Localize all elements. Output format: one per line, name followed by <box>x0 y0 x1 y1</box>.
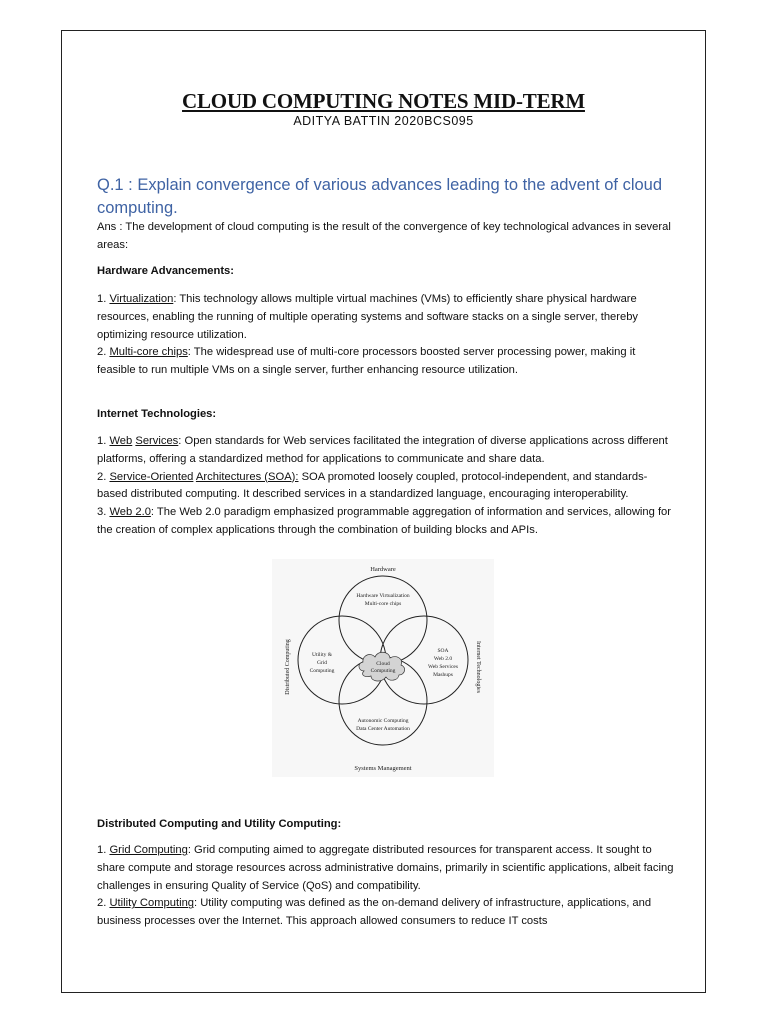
item-text: : Grid computing aimed to aggregate distributed resources for transparent access. It sought to share compute and storage resources across administrative domains, primarily in scientific applications, albeit facing challenges in ensuring Quality of Service (QoS) and compatibility. <box>97 844 674 892</box>
hardware-item-virtualization <box>97 291 675 344</box>
label-cloud: Cloud <box>376 661 390 667</box>
hardware-heading: Hardware Advancements: <box>97 265 234 277</box>
term-web20: Web 2.0 <box>109 506 151 519</box>
item-number: 2. <box>97 346 110 359</box>
distributed-list <box>97 842 675 931</box>
label-autonomic-computing: Autonomic Computing <box>357 718 409 724</box>
label-multicore-chips: Multi-core chips <box>364 601 402 607</box>
term-virtualization: Virtualization <box>109 293 174 305</box>
distributed-heading: Distributed Computing and Utility Computing: <box>97 818 342 830</box>
term-web: Web <box>109 435 133 447</box>
item-number: 1. <box>97 844 110 856</box>
item-number: 3. <box>97 506 110 519</box>
term-architectures: Architectures (SOA): <box>195 470 299 483</box>
outer-label-distributed-computing: Distributed Computing <box>285 639 291 695</box>
item-text: : Open standards for Web services facilitated the integration of diverse applications across different platforms, offering a standardized method for applications to communicate and share data. <box>97 435 668 465</box>
outer-label-hardware: Hardware <box>370 566 396 573</box>
term-utility-computing: Utility Computing <box>109 897 195 910</box>
hardware-item-multicore <box>97 344 675 380</box>
answer-text: The development of cloud computing is the result of the convergence of key technological advances in several areas: <box>97 221 671 251</box>
item-number: 1. <box>97 435 110 447</box>
label-utility-grid-3: Computing <box>309 668 335 674</box>
hardware-list <box>97 291 675 380</box>
internet-list <box>97 433 675 540</box>
label-data-center-automation: Data Center Automation <box>356 726 410 732</box>
label-utility-grid-2: Grid <box>316 660 328 666</box>
question-heading: Q.1 : Explain convergence of various advances leading to the advent of cloud computing. <box>97 176 663 217</box>
document-page <box>61 30 706 993</box>
item-text: : The widespread use of multi-core processors boosted server processing power, making it feasible to run multiple VMs on a single server, further enhancing resource utilization. <box>97 346 636 377</box>
term-services: Services <box>135 435 179 447</box>
label-web-services: Web Services <box>428 664 458 670</box>
internet-item-web-services <box>97 433 675 469</box>
author-line: ADITYA BATTIN 2020BCS095 <box>293 114 474 128</box>
label-mashups: Mashups <box>433 672 453 678</box>
item-text: SOA promoted loosely coupled, protocol-independent, and standards-based distributed computing. It described services in a standardized language, encouraging interoperability. <box>97 470 648 501</box>
outer-label-internet-technologies: Internet Technologies <box>475 641 481 693</box>
cloud-convergence-venn-diagram <box>272 559 494 777</box>
label-web20: Web 2.0 <box>433 656 453 662</box>
distributed-item-grid <box>97 842 675 895</box>
label-computing: Computing <box>370 668 396 674</box>
label-soa: SOA <box>437 648 449 654</box>
document-title: CLOUD COMPUTING NOTES MID-TERM <box>182 89 585 113</box>
answer-label: Ans : <box>97 221 123 233</box>
item-number: 1. <box>97 293 110 305</box>
answer-paragraph <box>97 219 675 255</box>
item-number: 2. <box>97 897 110 910</box>
internet-item-soa <box>97 469 675 505</box>
outer-label-systems-management: Systems Management <box>354 765 412 772</box>
label-hardware-virtualization: Hardware Virtualization <box>356 593 410 599</box>
item-text: : Utility computing was defined as the on-demand delivery of infrastructure, applications, and business processes over the Internet. This approach allowed consumers to reduce IT costs <box>97 897 652 928</box>
label-utility-grid-1: Utility & <box>311 652 333 658</box>
item-number: 2. <box>97 470 110 483</box>
term-grid-computing: Grid Computing <box>109 844 188 856</box>
internet-item-web20 <box>97 504 675 540</box>
distributed-item-utility <box>97 895 675 931</box>
term-service-oriented: Service-Oriented <box>109 470 194 483</box>
internet-heading: Internet Technologies: <box>97 408 217 420</box>
item-text: : The Web 2.0 paradigm emphasized programmable aggregation of information and services, allowing for the creation of complex applications through the combination of building blocks and APIs. <box>97 506 672 536</box>
item-text: : This technology allows multiple virtual machines (VMs) to efficiently share physical hardware resources, enabling the running of multiple operating systems and software stacks on a single server, thereby optimizing resource utilization. <box>97 293 639 341</box>
term-multicore: Multi-core chips <box>109 346 188 359</box>
